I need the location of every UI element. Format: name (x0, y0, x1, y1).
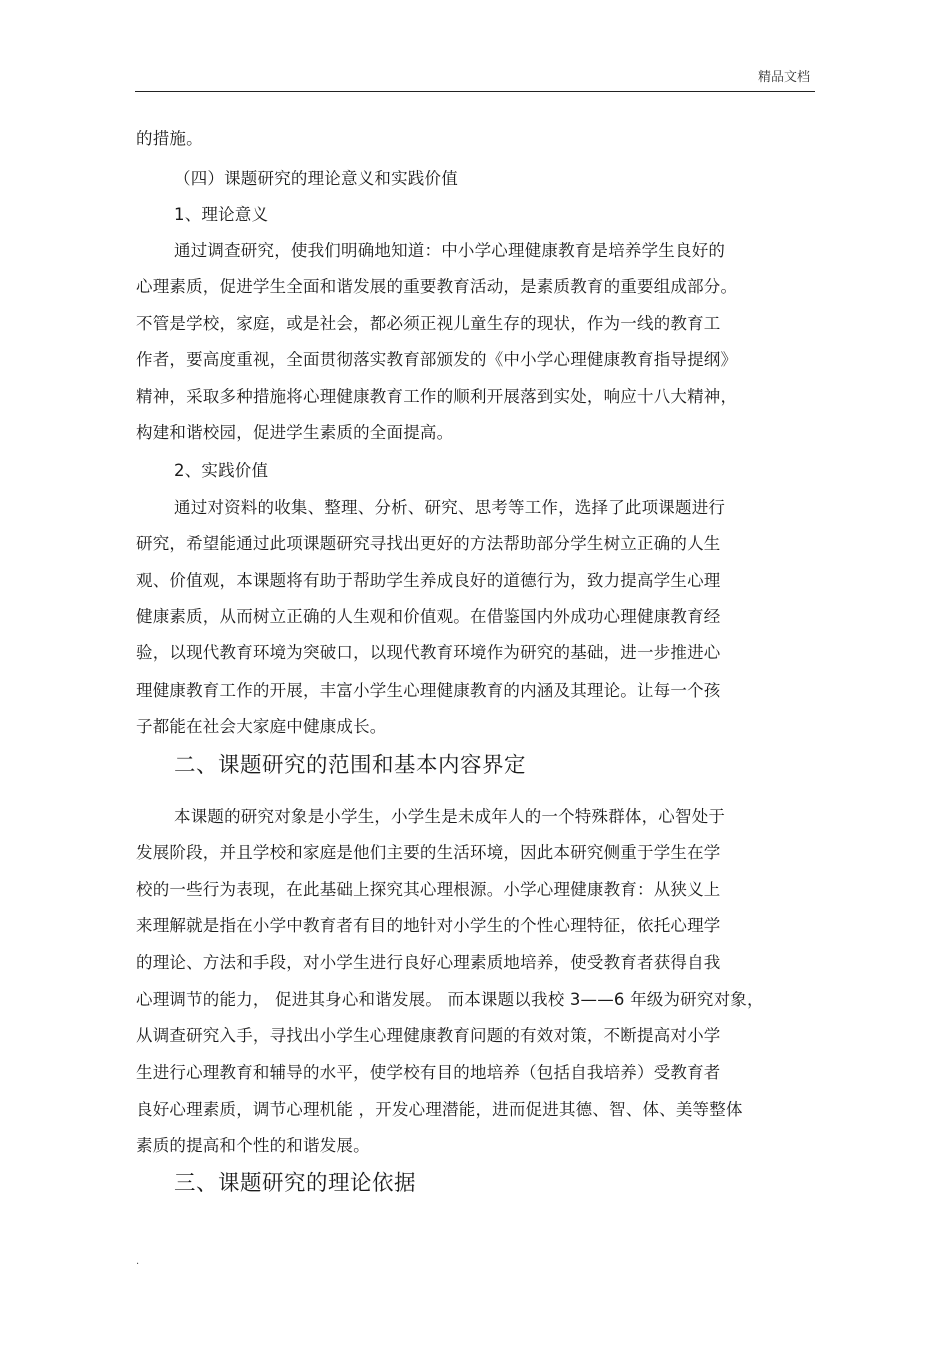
paragraph-line: 子都能在社会大家庭中健康成长。 (136, 717, 387, 736)
header-label: 精品文档 (757, 70, 810, 85)
paragraph-line: 本课题的研究对象是小学生，小学生是未成年人的一个特殊群体，心智处于 (174, 807, 726, 826)
subsection-title: （四）课题研究的理论意义和实践价值 (174, 169, 458, 188)
paragraph-line: 不管是学校，家庭，或是社会，都必须正视儿童生存的现状，作为一线的教育工 (136, 314, 721, 333)
paragraph-line: 校的一些行为表现，在此基础上探究其心理根源。小学心理健康教育：从狭义上 (136, 880, 721, 899)
paragraph-line: 的理论、方法和手段，对小学生进行良好心理素质地培养，使受教育者获得自我 (136, 953, 721, 972)
section-heading: 三、课题研究的理论依据 (174, 1171, 417, 1196)
paragraph-line: 发展阶段，并且学校和家庭是他们主要的生活环境，因此本研究侧重于学生在学 (136, 843, 721, 862)
paragraph-line: 心理调节的能力， 促进其身心和谐发展。 而本课题以我校 3——6 年级为研究对象， (136, 990, 764, 1009)
paragraph-line: 观、价值观，本课题将有助于帮助学生养成良好的道德行为，致力提高学生心理 (136, 571, 721, 590)
paragraph-line: 通过调查研究，使我们明确地知道：中小学心理健康教育是培养学生良好的 (174, 241, 726, 260)
paragraph-line: 通过对资料的收集、整理、分析、研究、思考等工作，选择了此项课题进行 (174, 498, 726, 517)
paragraph-line: 良好心理素质，调节心理机能 ，开发心理潜能，进而促进其德、智、体、美等整体 (136, 1100, 743, 1119)
subsection-title: 1、理论意义 (174, 205, 269, 224)
paragraph-line: 素质的提高和个性的和谐发展。 (136, 1136, 370, 1155)
paragraph-line: 生进行心理教育和辅导的水平，使学校有目的地培养（包括自我培养）受教育者 (136, 1063, 721, 1082)
paragraph-line: 作者，要高度重视，全面贯彻落实教育部颁发的《中小学心理健康教育指导提纲》 (136, 350, 738, 369)
paragraph-line: 心理素质，促进学生全面和谐发展的重要教育活动，是素质教育的重要组成部分。 (136, 277, 738, 296)
paragraph-line: 来理解就是指在小学中教育者有目的地针对小学生的个性心理特征，依托心理学 (136, 916, 721, 935)
paragraph-line: 研究，希望能通过此项课题研究寻找出更好的方法帮助部分学生树立正确的人生 (136, 534, 721, 553)
paragraph-line: 精神，采取多种措施将心理健康教育工作的顺利开展落到实处，响应十八大精神， (136, 387, 738, 406)
paragraph-line: 构建和谐校园，促进学生素质的全面提高。 (136, 423, 454, 442)
paragraph-line: 理健康教育工作的开展，丰富小学生心理健康教育的内涵及其理论。让每一个孩 (136, 681, 721, 700)
paragraph-line: 健康素质，从而树立正确的人生观和价值观。在借鉴国内外成功心理健康教育经 (136, 607, 721, 626)
paragraph-line: 验，以现代教育环境为突破口，以现代教育环境作为研究的基础，进一步推进心 (136, 643, 721, 662)
footer-mark: . (136, 1256, 140, 1267)
subsection-title: 2、实践价值 (174, 461, 269, 480)
header-rule (135, 91, 815, 92)
paragraph-line: 的措施。 (136, 129, 203, 148)
section-heading: 二、课题研究的范围和基本内容界定 (174, 753, 527, 778)
paragraph-line: 从调查研究入手，寻找出小学生心理健康教育问题的有效对策，不断提高对小学 (136, 1026, 721, 1045)
